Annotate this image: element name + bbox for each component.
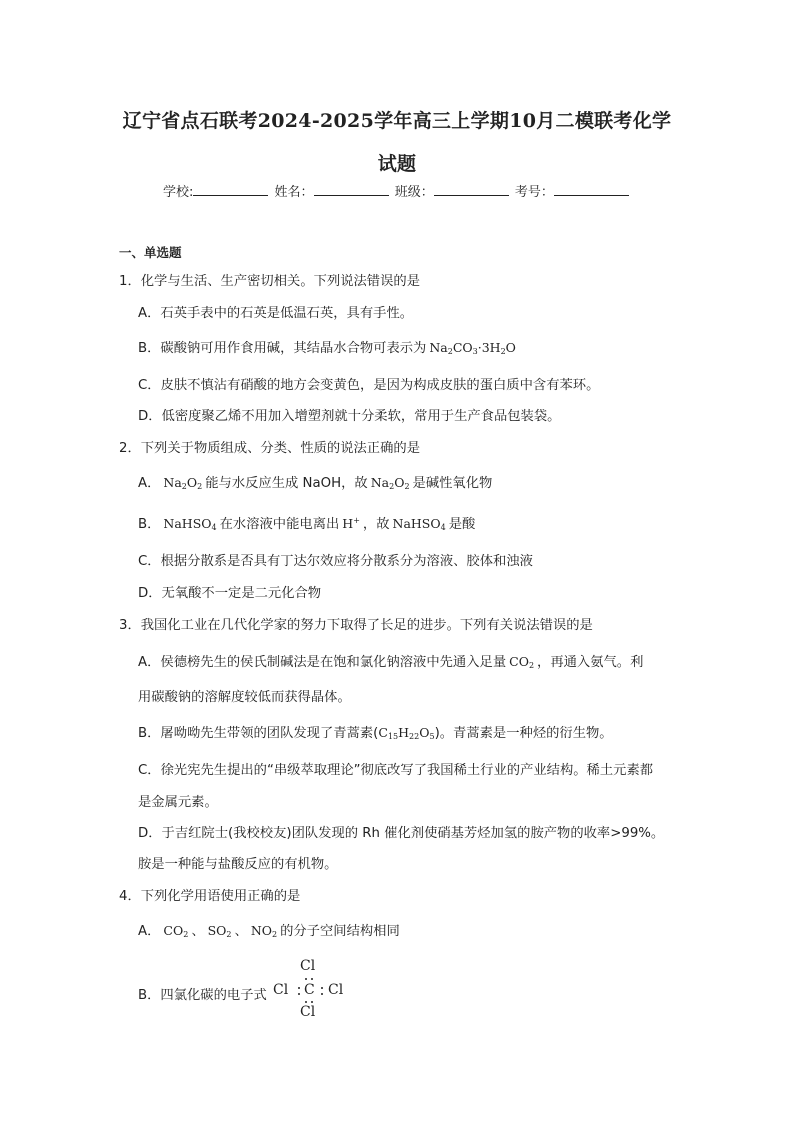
q2-a-prefix: A． [138, 476, 161, 491]
formula-sub: 2 [447, 347, 453, 356]
q3-option-d: D．于吉红院士(我校校友)团队发现的 Rh 催化剂使硝基芳烃加氢的胺产物的收率>99%。 [138, 826, 665, 841]
q2-option-d: D．无氧酸不一定是二元化合物 [138, 586, 322, 601]
q3-b-text2: )。青蒿素是一种烃的衍生物。 [434, 726, 613, 741]
formula-na2o2: $Na_2O_2$ [370, 475, 410, 491]
q3-option-c: C．徐光宪先生提出的“串级萃取理论”彻底改写了我国稀土行业的产业结构。稀土元素都 [138, 763, 654, 778]
lewis-cl-left: Cl [273, 982, 289, 998]
electron-dot [311, 978, 313, 980]
q3-option-b [138, 722, 613, 741]
q1-formula [429, 340, 516, 355]
formula-part: ·3H [477, 340, 501, 355]
q3-b-text: B．屠呦呦先生带领的团队发现了青蒿素( [138, 726, 379, 741]
lewis-cl-bottom: Cl [300, 1004, 316, 1020]
q3-option-c-cont: 是金属元素。 [138, 795, 218, 810]
q3-option-a [138, 651, 643, 670]
formula-na2o2: $Na_2O_2$ [163, 475, 203, 491]
q1-option-b [138, 337, 519, 356]
electron-dot [321, 987, 323, 989]
q1-option-c: C．皮肤不慎沾有硝酸的地方会变黄色，是因为构成皮肤的蛋白质中含有苯环。 [138, 378, 600, 393]
formula-artemisinin: $C_{15}H_{22}O_5$ [378, 725, 435, 741]
q1-option-a: A．石英手表中的石英是低温石英，具有手性。 [138, 306, 414, 321]
formula-nahso4: NaHSO$_4$ [163, 516, 217, 532]
q2-a-text: 能与水反应生成 NaOH，故 [205, 476, 368, 491]
ccl4-lewis-structure [273, 958, 351, 1020]
q3-a-text: A．侯德榜先生的侯氏制碱法是在饱和氯化钠溶液中先通入足量 [138, 655, 507, 670]
formula-co2: $CO_2$ [509, 654, 535, 670]
q2-b-text: 在水溶液中能电离出 [219, 517, 340, 532]
q2-b-suffix: 是酸 [448, 517, 476, 532]
lewis-cl-top: Cl [300, 958, 316, 974]
name-label: 姓名： [274, 185, 314, 200]
formula-part: O [505, 340, 516, 355]
q4-option-a: A． $CO_2$ 、 $SO_2$ 、 $NO_2$ 的分子空间结构相同 [138, 923, 400, 939]
q2-b-text2: ，故 [362, 517, 390, 532]
exam-no-blank [554, 183, 629, 196]
formula-part: Na [429, 340, 448, 355]
q2-stem: 2．下列关于物质组成、分类、性质的说法正确的是 [119, 441, 420, 456]
q1-stem: 1．化学与生活、生产密切相关。下列说法错误的是 [119, 274, 420, 289]
q4-a-suffix: 的分子空间结构相同 [280, 924, 400, 939]
electron-dot [305, 978, 307, 980]
q4-a-prefix: A． [138, 924, 161, 939]
q2-a-suffix: 是碱性氧化物 [412, 476, 493, 491]
q3-option-d-cont: 胺是一种能与盐酸反应的有机物。 [138, 857, 338, 872]
q3-a-text2: ，再通入氨气。利 [537, 655, 644, 670]
q4-option-b: B．四氯化碳的电子式 [138, 988, 267, 1003]
q3-stem: 3．我国化工业在几代化学家的努力下取得了长足的进步。下列有关说法错误的是 [119, 618, 593, 633]
school-blank [193, 183, 268, 196]
school-label: 学校: [163, 185, 194, 200]
q2-option-a [138, 472, 492, 491]
formula-nahso4: NaHSO$_4$ [392, 516, 446, 532]
exam-no-label: 考号： [514, 185, 554, 200]
formula-co2: $CO_2$ [163, 923, 189, 939]
q1-option-d: D．低密度聚乙烯不用加入增塑剂就十分柔软，常用于生产食品包装袋。 [138, 409, 561, 424]
formula-sub: 2 [500, 347, 506, 356]
electron-dot [321, 993, 323, 995]
lewis-cl-right: Cl [328, 982, 344, 998]
section-heading: 一、单选题 [119, 245, 182, 260]
formula-h-ion: H+ [342, 516, 360, 531]
q2-b-prefix: B． [138, 517, 161, 532]
class-blank [434, 183, 509, 196]
electron-dot [298, 993, 300, 995]
formula-part: CO [452, 340, 473, 355]
lewis-c-center: C [304, 982, 315, 998]
q2-option-b [138, 513, 475, 532]
page-title-line2: 试题 [377, 153, 417, 175]
q3-option-a-cont: 用碳酸钠的溶解度较低而获得晶体。 [138, 690, 351, 705]
electron-dot [298, 987, 300, 989]
formula-no2: $NO_2$ [250, 923, 278, 939]
q1-option-b-text: B．碳酸钠可用作食用碱，其结晶水合物可表示为 [138, 341, 427, 356]
q2-option-c: C．根据分散系是否具有丁达尔效应将分散系分为溶液、胶体和浊液 [138, 554, 533, 569]
name-blank [314, 183, 389, 196]
q4-stem: 4．下列化学用语使用正确的是 [119, 889, 301, 904]
student-info-row [163, 181, 631, 200]
class-label: 班级： [394, 185, 434, 200]
page-title: 辽宁省点石联考2024-2025学年高三上学期10月二模联考化学 [122, 110, 672, 132]
formula-so2: $SO_2$ [207, 923, 232, 939]
formula-sub: 3 [472, 347, 478, 356]
